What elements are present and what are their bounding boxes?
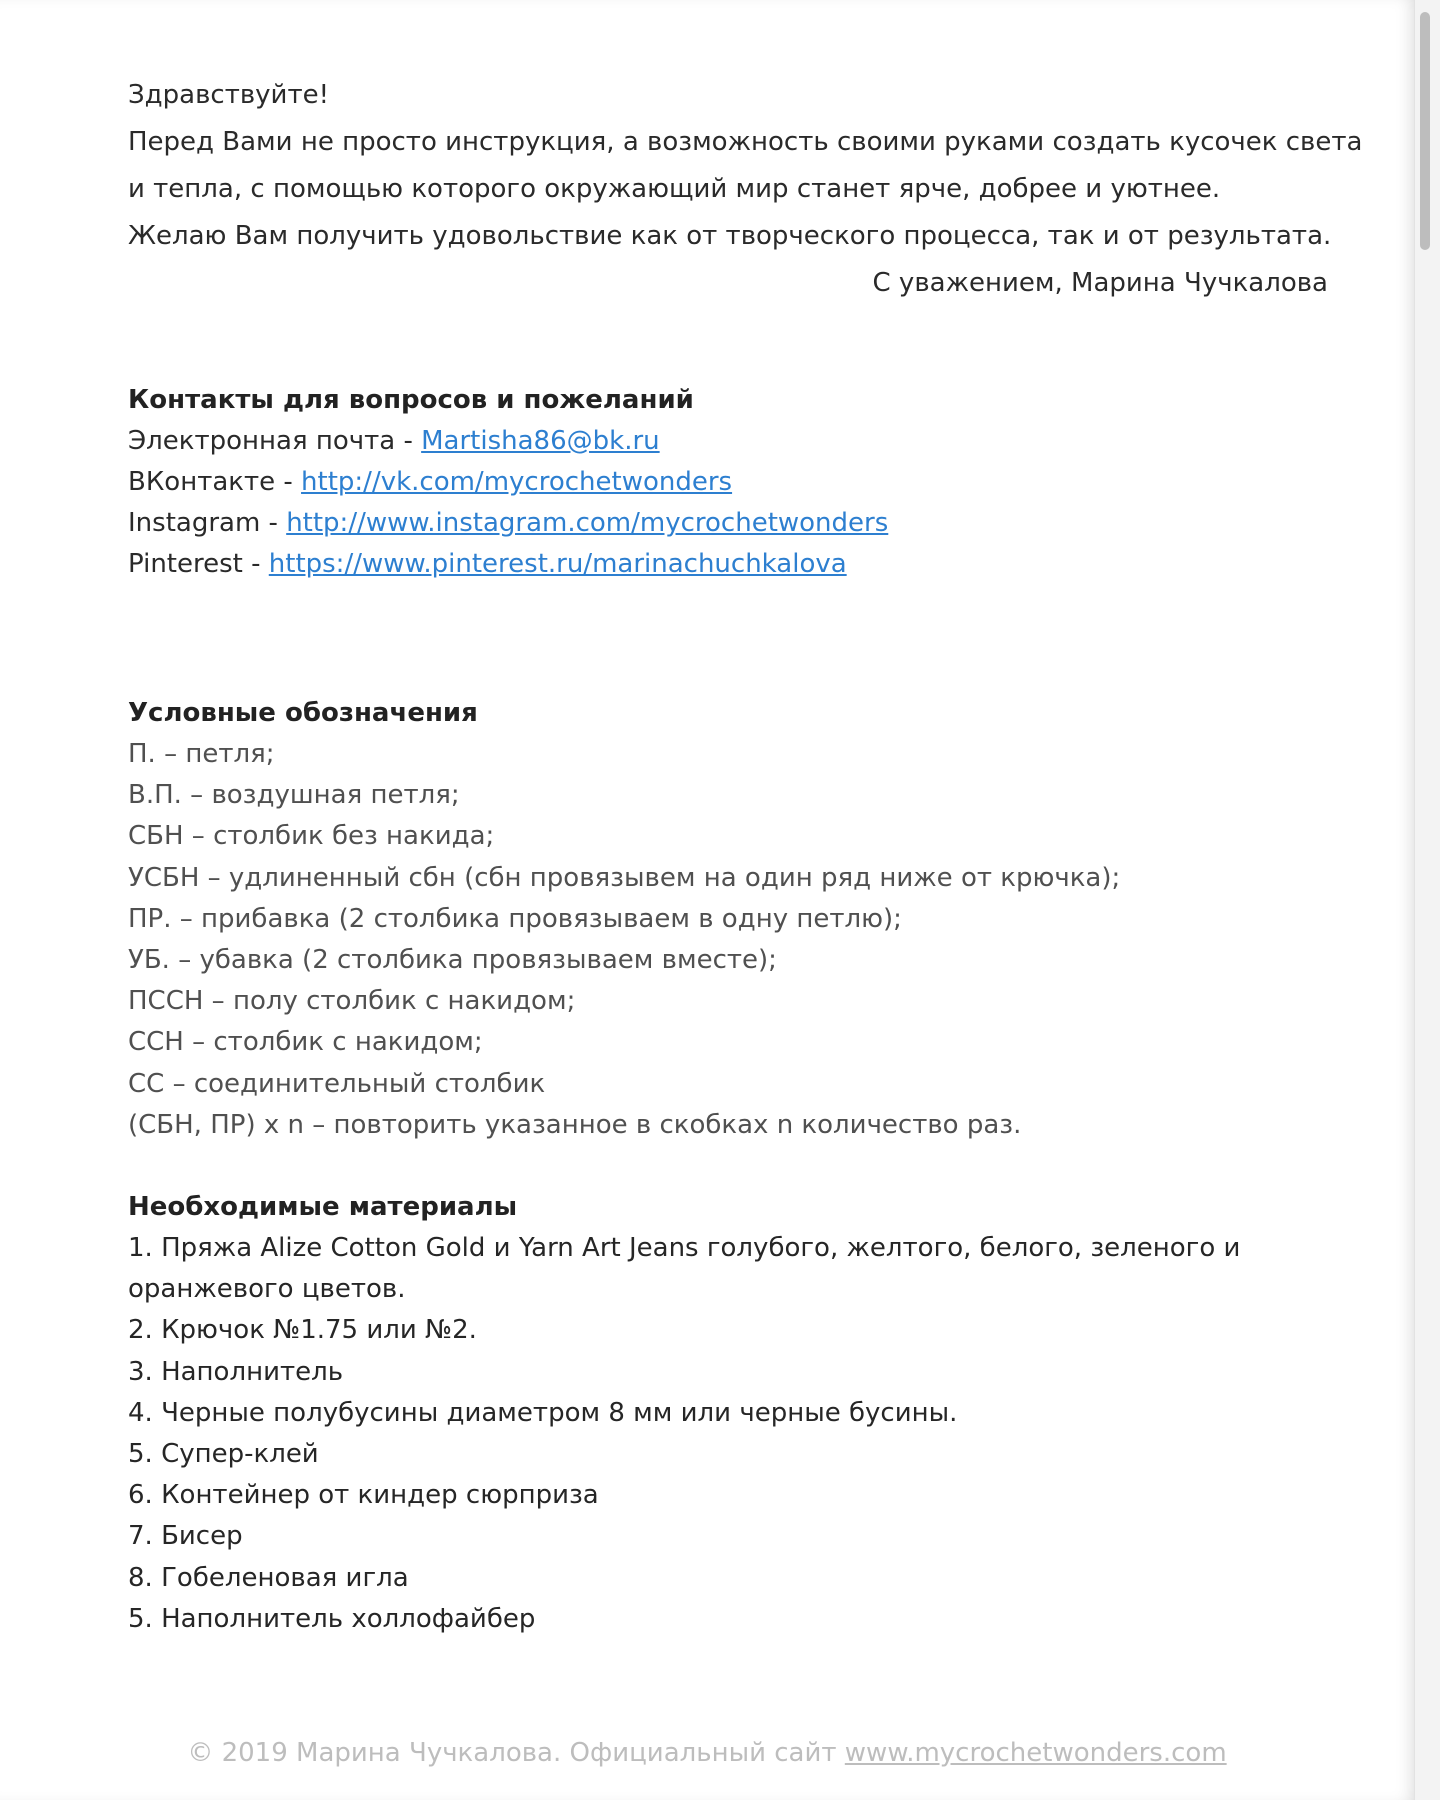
materials-item: 4. Черные полубусины диаметром 8 мм или черные бусины. <box>128 1397 958 1428</box>
legend-block <box>128 692 1328 1146</box>
materials-item: 5. Наполнитель холлофайбер <box>128 1603 536 1634</box>
materials-item: 3. Наполнитель <box>128 1356 344 1387</box>
materials-item: 7. Бисер <box>128 1521 243 1552</box>
legend-item: ПР. – прибавка (2 столбика провязываем в одну петлю); <box>128 903 902 934</box>
vk-link[interactable]: http://vk.com/mycrochetwonders <box>301 467 733 497</box>
contact-instagram-label: Instagram - <box>128 508 287 538</box>
legend-item: (СБН, ПР) х n – повторить указанное в скобках n количество раз. <box>128 1109 1022 1140</box>
legend-item: УСБН – удлиненный сбн (сбн провязывем на один ряд ниже от крючка); <box>128 862 1121 893</box>
greeting-line-1: Перед Вами не просто инструкция, а возможность своими руками создать кусочек света <box>128 127 1363 157</box>
materials-item: 8. Гобеленовая игла <box>128 1562 409 1593</box>
legend-heading: Условные обозначения <box>128 698 478 728</box>
legend-item: П. – петля; <box>128 739 275 769</box>
materials-item: оранжевого цветов. <box>128 1274 406 1305</box>
document-content <box>128 72 1363 1640</box>
email-link[interactable]: Martisha86@bk.ru <box>421 426 660 456</box>
footer-text: © 2019 Марина Чучкалова. Официальный сайт <box>187 1738 845 1768</box>
signature: С уважением, Марина Чучкалова <box>872 268 1328 298</box>
materials-item: 5. Супер-клей <box>128 1439 319 1470</box>
instagram-link[interactable]: http://www.instagram.com/mycrochetwonders <box>286 508 889 538</box>
contact-vk-label: ВКонтакте - <box>128 467 302 497</box>
materials-item: 6. Контейнер от киндер сюрприза <box>128 1480 599 1511</box>
contact-email <box>128 421 1328 462</box>
materials-block <box>128 1186 1328 1640</box>
pinterest-link[interactable]: https://www.pinterest.ru/marinachuchkalova <box>268 549 847 579</box>
legend-item: УБ. – убавка (2 столбика провязываем вместе); <box>128 945 777 976</box>
legend-item: ССН – столбик с накидом; <box>128 1027 483 1058</box>
contact-pinterest <box>128 544 1328 585</box>
legend-item: ПССН – полу столбик с накидом; <box>128 986 576 1017</box>
greeting-hello: Здравствуйте! <box>128 80 330 110</box>
contacts-block <box>128 379 1328 585</box>
materials-item: 2. Крючок №1.75 или №2. <box>128 1315 477 1346</box>
greeting-block <box>128 72 1363 307</box>
scrollbar-thumb[interactable] <box>1420 12 1430 250</box>
footer-site-link[interactable]: www.mycrochetwonders.com <box>844 1738 1227 1768</box>
footer <box>0 1738 1414 1768</box>
greeting-line-2: и тепла, с помощью которого окружающий мир станет ярче, добрее и уютнее. <box>128 174 1221 204</box>
contact-email-label: Электронная почта - <box>128 426 422 456</box>
materials-item: 1. Пряжа Alize Cotton Gold и Yarn Art Jeans голубого, желтого, белого, зеленого и <box>128 1233 1241 1264</box>
scrollbar-track[interactable] <box>1414 0 1440 1800</box>
legend-item: В.П. – воздушная петля; <box>128 780 460 811</box>
contacts-heading: Контакты для вопросов и пожеланий <box>128 385 694 415</box>
legend-item: СБН – столбик без накида; <box>128 821 495 852</box>
contact-pinterest-label: Pinterest - <box>128 549 269 579</box>
contact-vk <box>128 462 1328 503</box>
contact-instagram <box>128 503 1328 544</box>
greeting-line-3: Желаю Вам получить удовольствие как от творческого процесса, так и от результата. <box>128 221 1332 251</box>
legend-item: СС – соединительный столбик <box>128 1068 546 1099</box>
materials-heading: Необходимые материалы <box>128 1192 518 1223</box>
